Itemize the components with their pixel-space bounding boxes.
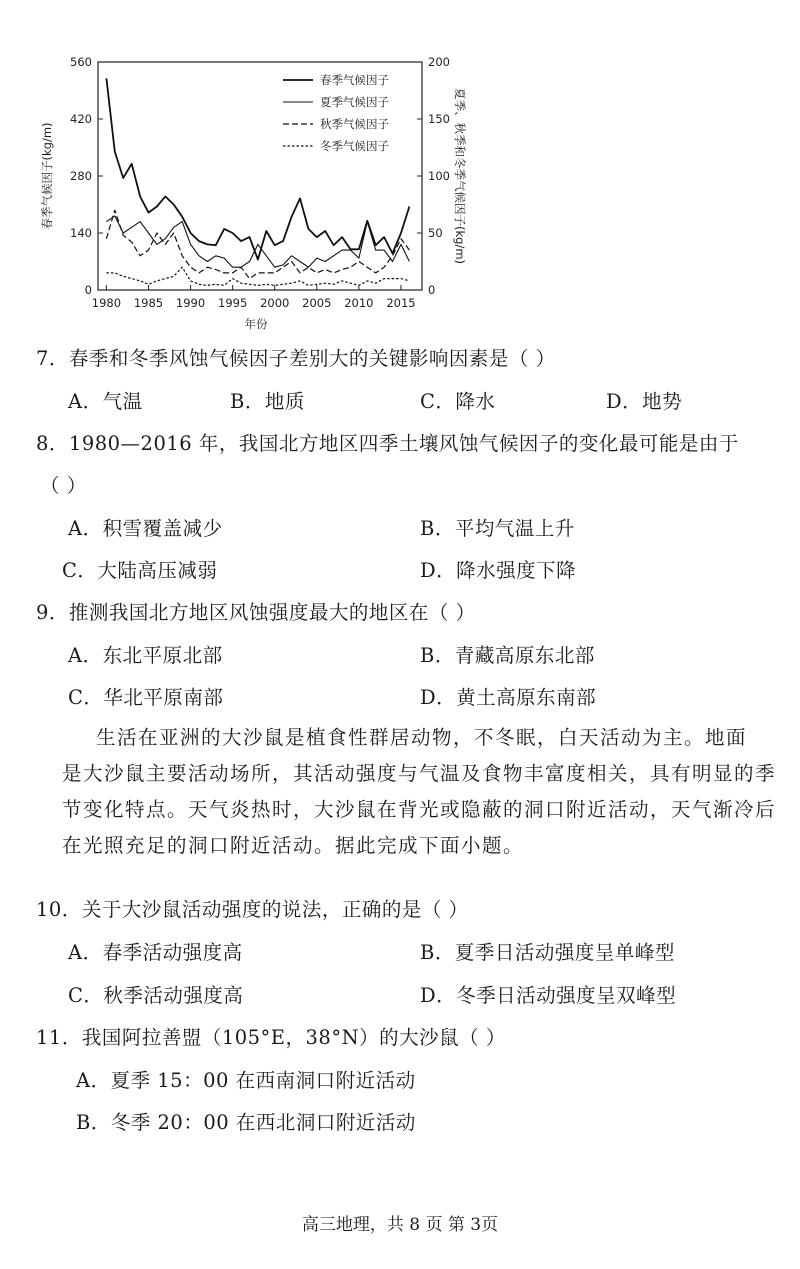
left-tick-label: 140 <box>70 226 92 240</box>
q9-option-b[interactable]: B．青藏高原东北部 <box>420 644 595 667</box>
right-tick-label: 50 <box>428 226 443 240</box>
question-7-stem: 7．春季和冬季风蚀气候因子差别大的关键影响因素是（ ） <box>36 347 556 370</box>
question-8-stem: 8．1980—2016 年，我国北方地区四季土壤风蚀气候因子的变化最可能是由于 <box>36 432 739 455</box>
q11-option-b[interactable]: B．冬季 20：00 在西北洞口附近活动 <box>76 1111 416 1134</box>
q8-option-b[interactable]: B．平均气温上升 <box>420 517 575 540</box>
question-10-stem: 10．关于大沙鼠活动强度的说法，正确的是（ ） <box>36 898 469 921</box>
passage-line: 节变化特点。天气炎热时，大沙鼠在背光或隐蔽的洞口附近活动，天气渐冷后 <box>62 798 777 821</box>
q9-option-a[interactable]: A．东北平原北部 <box>68 644 223 667</box>
series-line-4 <box>106 267 409 285</box>
q10-option-c[interactable]: C．秋季活动强度高 <box>68 984 244 1007</box>
q7-option-d[interactable]: D．地势 <box>606 390 683 413</box>
q10-option-d[interactable]: D．冬季日活动强度呈双峰型 <box>420 984 677 1007</box>
right-tick-label: 150 <box>428 112 450 126</box>
wind-erosion-chart <box>30 45 490 340</box>
q8-option-a[interactable]: A．积雪覆盖减少 <box>68 517 223 540</box>
q10-option-a[interactable]: A．春季活动强度高 <box>68 941 243 964</box>
right-tick-label: 100 <box>428 169 450 183</box>
x-tick-label: 1980 <box>91 296 122 310</box>
legend-label-2: 夏季气候因子 <box>320 95 389 109</box>
q7-option-b[interactable]: B．地质 <box>230 390 305 413</box>
q7-option-c[interactable]: C．降水 <box>420 390 496 413</box>
left-tick-label: 560 <box>70 55 92 69</box>
legend-label-3: 秋季气候因子 <box>320 117 389 131</box>
question-11-stem: 11．我国阿拉善盟（105°E，38°N）的大沙鼠（ ） <box>36 1026 506 1049</box>
right-tick-label: 0 <box>428 283 436 297</box>
question-8-stem-bracket: （ ） <box>40 474 87 497</box>
q10-option-b[interactable]: B．夏季日活动强度呈单峰型 <box>420 941 675 964</box>
q9-option-d[interactable]: D．黄土高原东南部 <box>420 686 597 709</box>
left-tick-label: 280 <box>70 169 92 183</box>
x-tick-label: 2005 <box>302 296 332 310</box>
chart-svg <box>30 45 490 340</box>
passage-line: 生活在亚洲的大沙鼠是植食性群居动物，不冬眠，白天活动为主。地面 <box>96 726 748 749</box>
x-tick-label: 2015 <box>386 296 416 310</box>
page-footer: 高三地理，共 8 页 第 3页 <box>301 1215 499 1235</box>
q11-option-a[interactable]: A．夏季 15：00 在西南洞口附近活动 <box>76 1069 416 1092</box>
q8-option-c[interactable]: C．大陆高压减弱 <box>62 559 218 582</box>
left-axis-label: 春季气候因子(kg/m) <box>40 122 54 230</box>
x-axis-label: 年份 <box>244 317 268 331</box>
q9-option-c[interactable]: C．华北平原南部 <box>68 686 224 709</box>
passage-line: 在光照充足的洞口附近活动。据此完成下面小题。 <box>62 834 525 857</box>
right-axis-label: 夏季、秋季和冬季气候因子(kg/m) <box>453 87 467 265</box>
left-tick-label: 420 <box>70 112 92 126</box>
legend-label-1: 春季气候因子 <box>320 73 389 87</box>
passage-line: 是大沙鼠主要活动场所，其活动强度与气温及食物丰富度相关，具有明显的季 <box>62 762 777 785</box>
q8-option-d[interactable]: D．降水强度下降 <box>420 559 577 582</box>
x-tick-label: 2010 <box>344 296 374 310</box>
x-tick-label: 1985 <box>133 296 164 310</box>
legend-label-4: 冬季气候因子 <box>320 139 389 153</box>
left-tick-label: 0 <box>84 283 92 297</box>
question-9-stem: 9．推测我国北方地区风蚀强度最大的地区在（ ） <box>36 601 476 624</box>
x-tick-label: 1990 <box>175 296 206 310</box>
x-tick-label: 2000 <box>260 296 290 310</box>
passage <box>62 720 787 864</box>
x-tick-label: 1995 <box>218 296 248 310</box>
right-tick-label: 200 <box>428 55 450 69</box>
q7-option-a[interactable]: A．气温 <box>68 390 143 413</box>
